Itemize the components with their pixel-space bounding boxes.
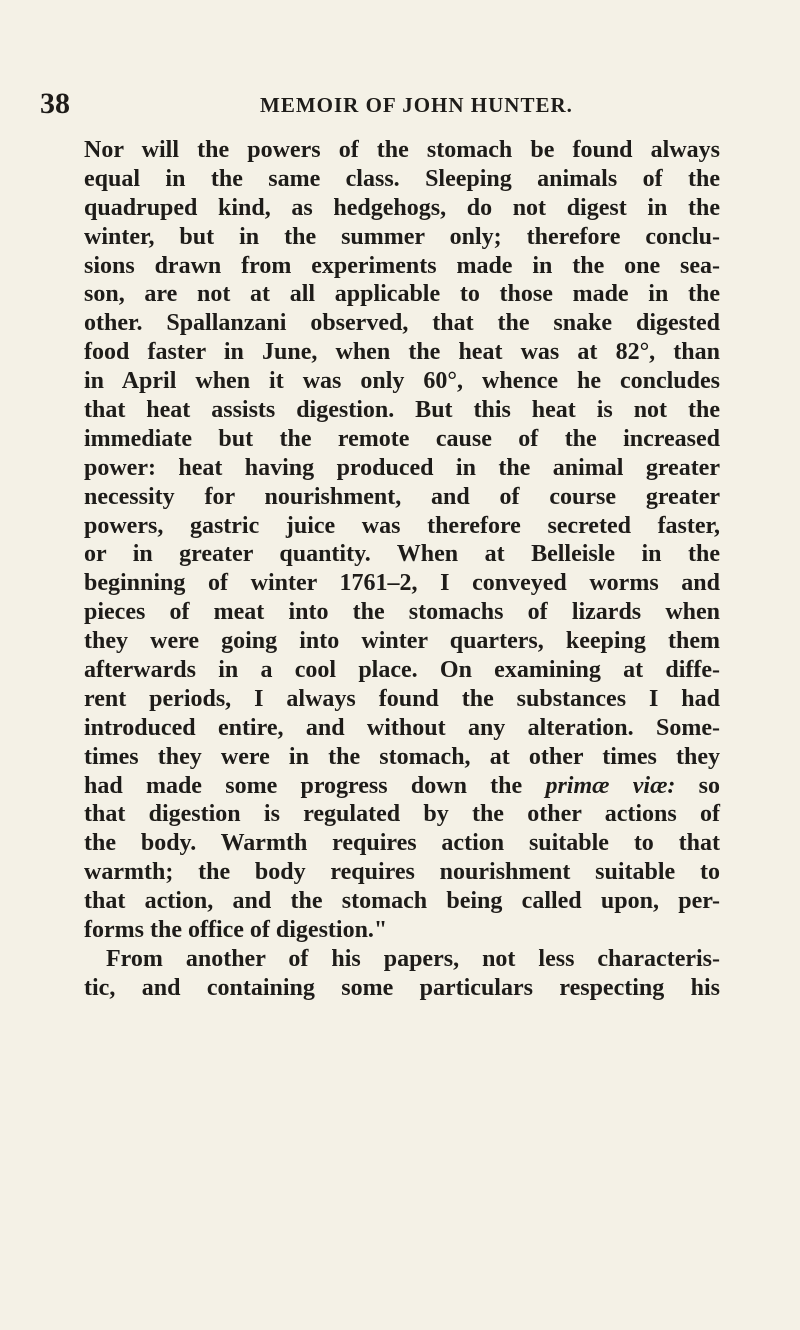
text-line: other. Spallanzani observed, that the snake digested [84, 310, 720, 337]
text-line: From another of his papers, not less characteris- [106, 945, 720, 972]
text-line: that digestion is regulated by the other actions of [84, 801, 720, 828]
text-line: tic, and containing some particulars respecting his [84, 974, 720, 1001]
text-line-with-italic [84, 772, 720, 801]
text-line: food faster in June, when the heat was at 82°, than [84, 339, 720, 366]
text-line: sions drawn from experiments made in the one sea- [84, 252, 720, 279]
text-line: immediate but the remote cause of the increased [84, 425, 720, 452]
text-line: powers, gastric juice was therefore secreted faster, [84, 512, 720, 539]
text-line: necessity for nourishment, and of course greater [84, 483, 720, 510]
text-segment: so [675, 772, 721, 799]
text-line: beginning of winter 1761–2, I conveyed worms and [84, 570, 720, 597]
text-line: rent periods, I always found the substances I had [84, 685, 720, 712]
text-line: that heat assists digestion. But this heat is not the [84, 397, 720, 424]
text-line: quadruped kind, as hedgehogs, do not digest in the [84, 194, 720, 221]
page-number: 38 [40, 87, 70, 120]
text-line: they were going into winter quarters, keeping them [84, 628, 720, 655]
page-header [40, 86, 740, 122]
text-line: times they were in the stomach, at other times they [84, 743, 720, 770]
running-head: MEMOIR OF JOHN HUNTER. [260, 93, 573, 117]
body-text [84, 136, 720, 1003]
text-line: warmth; the body requires nourishment suitable to [84, 859, 720, 886]
text-line: the body. Warmth requires action suitable to that [84, 830, 720, 857]
text-line: forms the office of digestion." [84, 917, 388, 944]
text-segment: had made some progress down the [84, 772, 523, 799]
text-line: equal in the same class. Sleeping animals of the [84, 165, 720, 192]
italic-phrase: primæ viæ: [545, 772, 676, 799]
text-line: afterwards in a cool place. On examining at diffe- [84, 657, 720, 684]
text-line: that action, and the stomach being called upon, per- [84, 888, 720, 915]
text-line: power: heat having produced in the animal greater [84, 454, 720, 481]
text-line: Nor will the powers of the stomach be found always [84, 137, 720, 163]
text-line: pieces of meat into the stomachs of lizards when [84, 599, 720, 626]
text-line: winter, but in the summer only; therefore conclu- [84, 223, 720, 250]
text-line: introduced entire, and without any alteration. Some- [84, 714, 720, 741]
text-line: in April when it was only 60°, whence he concludes [84, 368, 720, 395]
text-line: or in greater quantity. When at Belleisle in the [84, 541, 720, 568]
text-line: son, are not at all applicable to those made in the [84, 281, 720, 308]
